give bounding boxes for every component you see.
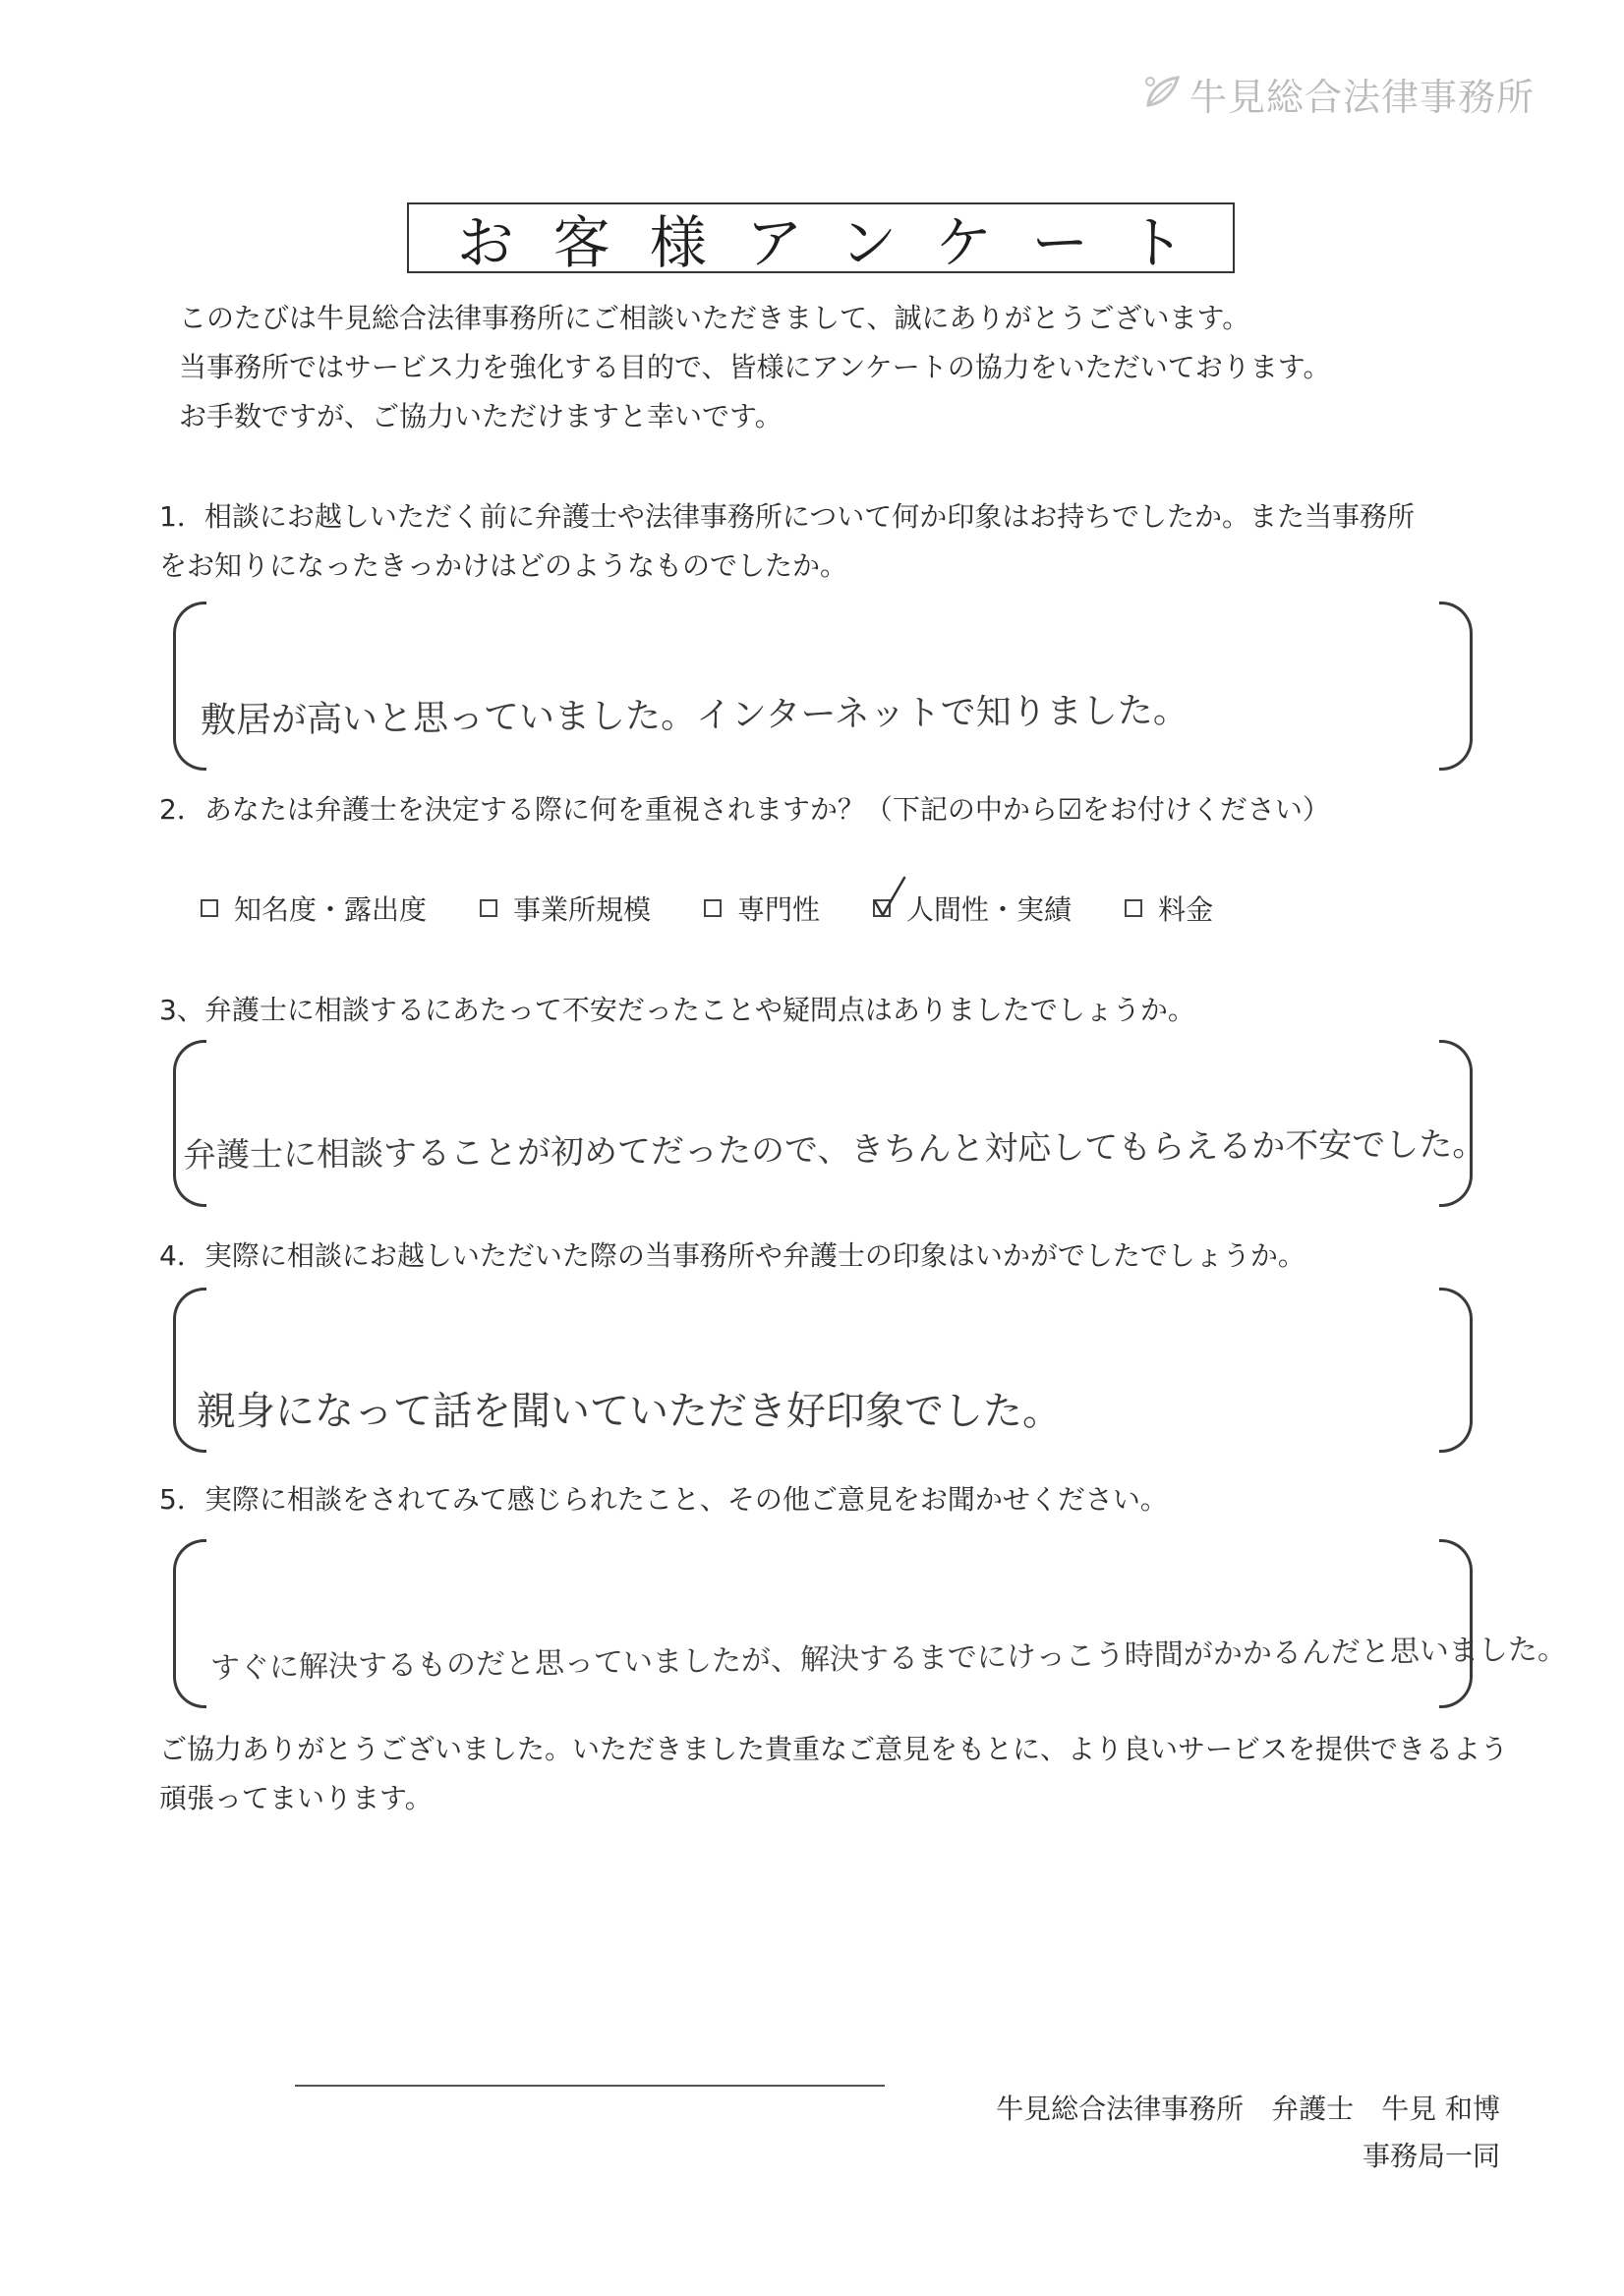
survey-title-box	[407, 202, 1235, 276]
signature-line-1: 牛見総合法律事務所 弁護士 牛見 和博	[996, 2093, 1500, 2125]
checkbox-icon[interactable]	[480, 899, 497, 917]
intro-line-3: お手数ですが、ご協力いただけますと幸いです。	[179, 400, 783, 432]
signature-line-2: 事務局一同	[1362, 2140, 1500, 2172]
intro-line-2: 当事務所ではサービス力を強化する目的で、皆様にアンケートの協力をいただいております。	[179, 351, 1331, 383]
closing-line-1: ご協力ありがとうございました。いただきました貴重なご意見をもとに、より良いサービスを提供できるよう	[159, 1733, 1509, 1765]
intro-line-1: このたびは牛見総合法律事務所にご相談いただきまして、誠にありがとうございます。	[179, 302, 1250, 334]
q3-answer-bracket-left	[173, 1040, 206, 1207]
firm-logo	[1140, 69, 1535, 118]
q4-text: 4．実際に相談にお越しいただいた際の当事務所や弁護士の印象はいかがでしたでしょうか。	[159, 1239, 1305, 1272]
survey-title: お客様アンケート	[456, 209, 1225, 276]
checkbox-icon[interactable]	[1125, 899, 1142, 917]
q2-option-checked[interactable]	[873, 889, 1072, 928]
checkbox-icon[interactable]	[201, 899, 218, 917]
q2-option-label: 事業所規模	[513, 893, 652, 926]
q5-answer-bracket-right	[1439, 1539, 1473, 1708]
q4-answer: 親身になって話を聞いていただき好印象でした。	[197, 1389, 1062, 1434]
checked-checkbox-icon[interactable]	[873, 899, 891, 917]
checkmark-icon	[873, 876, 906, 919]
leaf-logo-icon	[1140, 72, 1184, 115]
q5-answer-bracket-left	[173, 1539, 206, 1708]
q2-option-label: 専門性	[737, 893, 821, 926]
q2-option-label: 知名度・露出度	[234, 893, 428, 926]
q1-line-1: 1．相談にお越しいただく前に弁護士や法律事務所について何か印象はお持ちでしたか。また当事務所	[159, 500, 1415, 533]
q2-options	[201, 889, 1213, 928]
q5-text: 5．実際に相談をされてみて感じられたこと、その他ご意見をお聞かせください。	[159, 1483, 1168, 1516]
checkbox-icon[interactable]	[704, 899, 722, 917]
signature-divider	[295, 2085, 885, 2087]
q3-text: 3、弁護士に相談するにあたって不安だったことや疑問点はありましたでしょうか。	[159, 994, 1195, 1026]
q2-option-label: 料金	[1158, 893, 1214, 926]
q1-answer: 敷居が高いと思っていました。インターネットで知りました。	[200, 690, 1189, 741]
logo-text: 牛見総合法律事務所	[1189, 75, 1536, 119]
q3-answer: 弁護士に相談することが初めてだったので、きちんと対応してもらえるか不安でした。	[182, 1124, 1486, 1176]
q2-option[interactable]	[704, 889, 820, 928]
q5-answer: すぐに解決するものだと思っていましたが、解決するまでにけっこう時間がかかるんだと思いました。	[209, 1632, 1568, 1686]
q2-option[interactable]	[480, 889, 651, 928]
q1-answer-bracket-right	[1439, 602, 1473, 771]
q1-line-2: をお知りになったきっかけはどのようなものでしたか。	[159, 549, 848, 582]
q4-answer-bracket-right	[1439, 1288, 1473, 1453]
q2-option[interactable]	[1125, 889, 1213, 928]
q2-option[interactable]	[201, 889, 427, 928]
q1-answer-bracket-left	[173, 602, 206, 771]
q2-option-label: 人間性・実績	[906, 893, 1073, 926]
q2-text: 2．あなたは弁護士を決定する際に何を重視されますか？（下記の中から☑をお付けください）	[159, 793, 1330, 826]
closing-line-2: 頑張ってまいります。	[159, 1782, 433, 1814]
